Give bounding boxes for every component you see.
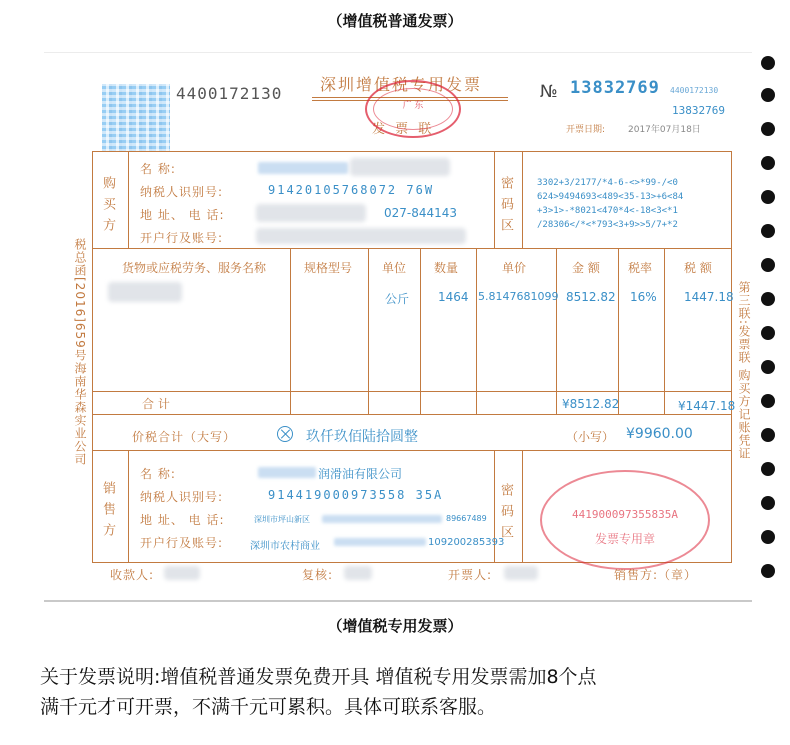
seller-address-label: 地 址、 电 话: <box>140 513 225 527</box>
col-header-amount: 金 额 <box>572 261 600 275</box>
buyer-address-label: 地 址、 电 话: <box>140 208 225 222</box>
buyer-name-label: 名 称: <box>140 162 176 176</box>
invoice-seal: 441900097355835A 发票专用章 <box>540 470 710 570</box>
item-price: 5.8147681099 <box>478 290 559 303</box>
total-amount: ¥8512.82 <box>562 397 620 411</box>
total-tax: ¥1447.18 <box>678 399 736 413</box>
redacted-buyer-address <box>256 204 366 222</box>
grand-total-label: 价税合计（大写） <box>132 430 237 444</box>
qr-code <box>102 84 170 152</box>
invoice-subtitle: 发 票 联 <box>372 122 435 137</box>
left-margin-text: 税总函[2016]659号海南华森实业公司 <box>73 238 87 466</box>
caption-special-invoice: （增值税专用发票） <box>327 617 463 635</box>
buyer-tax-id-label: 纳税人识别号: <box>140 185 224 199</box>
redacted-seller-name <box>258 467 316 478</box>
col-header-unit: 单位 <box>382 261 407 275</box>
note-line-1: 关于发票说明:增值税普通发票免费开具 增值税专用发票需加8个点 <box>40 666 597 688</box>
seller-bank-label: 开户行及账号: <box>140 536 224 550</box>
buyer-label: 购买方 <box>100 176 115 239</box>
date-label: 开票日期: <box>566 125 606 135</box>
caption-plain-invoice: （增值税普通发票） <box>327 12 463 30</box>
remarks-label: 密码区 <box>498 482 513 546</box>
cipher-line-4: /28306</*<*793<3+9>>5/7+*2 <box>537 220 678 230</box>
seller-account: 109200285393 <box>428 537 505 548</box>
item-qty: 1464 <box>438 290 469 304</box>
grand-total-words: 玖仟玖佰陆拾圆整 <box>306 429 418 445</box>
grand-total-figures: ¥9960.00 <box>626 426 693 442</box>
total-label: 合 计 <box>142 397 170 411</box>
seller-tax-id: 914419000973558 35A <box>268 488 444 502</box>
note-line-2: 满千元才可开票，不满千元可累积。具体可联系客服。 <box>40 696 497 718</box>
feed-holes-right <box>758 52 778 602</box>
col-header-spec: 规格型号 <box>304 261 353 275</box>
invoice-code: 4400172130 <box>176 84 283 103</box>
item-rate: 16% <box>630 290 657 304</box>
cross-circle-icon <box>277 426 293 442</box>
redacted-item-name <box>108 282 182 302</box>
item-amount: 8512.82 <box>566 290 616 304</box>
col-header-rate: 税率 <box>628 261 653 275</box>
reviewer-label: 复核: <box>302 568 334 582</box>
issuer-label: 开票人: <box>448 568 493 582</box>
buyer-bank-label: 开户行及账号: <box>140 231 224 245</box>
buyer-tax-id: 91420105768072 76W <box>268 183 435 197</box>
invoice-number-small: 13832769 <box>672 104 725 117</box>
col-header-price: 单价 <box>502 261 527 275</box>
seller-name: 润滑油有限公司 <box>318 467 403 481</box>
seller-sign-label: 销售方:（章） <box>614 568 698 582</box>
payee-label: 收款人: <box>110 568 155 582</box>
buyer-phone: 027-844143 <box>384 206 458 220</box>
right-margin-text: 第三联:发票联 购买方记账凭证 <box>737 280 751 460</box>
small-letters-label: （小写） <box>566 430 615 444</box>
date-value: 2017年07月18日 <box>628 125 701 135</box>
seller-bank: 深圳市农村商业 <box>250 541 320 552</box>
number-symbol: № <box>540 82 558 102</box>
cipher-line-3: +3>1>-*8021<470*4<-18<3<*1 <box>537 206 678 216</box>
seller-address: 深圳市坪山新区 <box>254 515 310 524</box>
item-unit: 公斤 <box>385 292 410 306</box>
col-header-tax: 税 额 <box>684 261 712 275</box>
seller-label: 销售方 <box>100 480 115 544</box>
cipher-line-2: 624>9494693<489<35-13>+6<84 <box>537 192 684 202</box>
invoice-title: 深圳增值税专用发票 <box>320 75 483 94</box>
item-tax: 1447.18 <box>684 290 734 304</box>
redacted-buyer-bank <box>256 228 466 244</box>
invoice-number: 13832769 <box>570 78 660 98</box>
tax-bureau-seal: 广 东 <box>365 80 461 138</box>
seller-phone: 89667489 <box>446 514 487 523</box>
seller-name-label: 名 称: <box>140 467 176 481</box>
seller-tax-id-label: 纳税人识别号: <box>140 490 224 504</box>
cipher-line-1: 3302+3/2177/*4-6-<>*99-/<0 <box>537 178 678 188</box>
col-header-qty: 数量 <box>434 261 459 275</box>
invoice-note <box>40 662 760 722</box>
invoice-code-small: 4400172130 <box>670 86 719 95</box>
col-header-item-name: 货物或应税劳务、服务名称 <box>122 261 267 275</box>
cipher-area-label: 密码区 <box>498 176 513 239</box>
redacted-buyer-name <box>258 162 348 174</box>
